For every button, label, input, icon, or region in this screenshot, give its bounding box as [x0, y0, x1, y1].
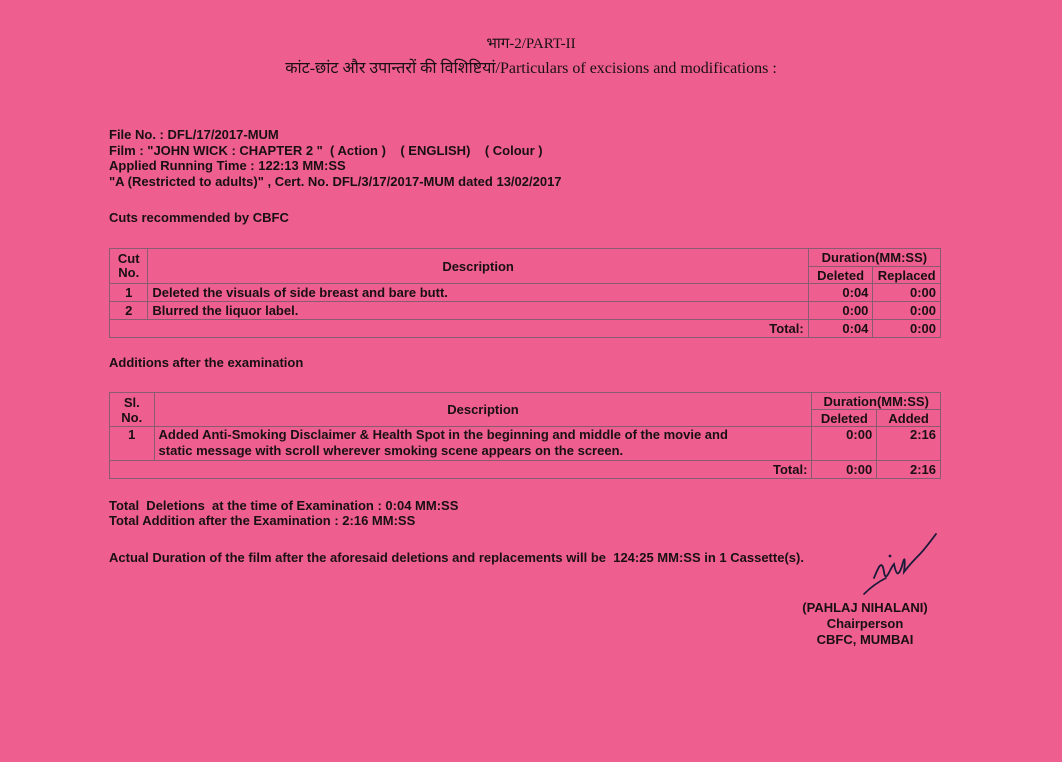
- signature-icon: [860, 528, 940, 600]
- additions-col-sl-no: Sl. No.: [110, 393, 155, 427]
- cuts-total-row: [110, 320, 941, 338]
- additions-table: [109, 392, 941, 479]
- film-title: Film : "JOHN WICK : CHAPTER 2 " ( Action ) ( ENGLISH) ( Colour ): [109, 142, 543, 158]
- cuts-col-description: Description: [148, 249, 808, 284]
- table-row: 1 Deleted the visuals of side breast and bare butt. 0:04 0:00: [110, 284, 941, 302]
- signatory-office: CBFC, MUMBAI: [816, 632, 914, 647]
- cuts-col-cut-no: Cut No.: [110, 249, 148, 284]
- addition-desc-line2: static message with scroll wherever smoking scene appears on the screen.: [158, 443, 624, 458]
- part-heading: भाग-2/PART-II: [486, 36, 576, 52]
- additions-total-deleted: 0:00: [812, 461, 877, 479]
- cuts-col-duration: Duration(MM:SS): [808, 249, 940, 267]
- film-metadata: [109, 127, 562, 189]
- cuts-total-replaced: 0:00: [873, 320, 941, 338]
- additions-total-label: Total:: [110, 461, 812, 479]
- signatory-title: Chairperson: [826, 616, 904, 631]
- document-subtitle: कांट-छांट और उपान्तरों की विशिष्टियां/Particulars of excisions and modifications :: [285, 60, 777, 77]
- cuts-total-deleted: 0:04: [808, 320, 873, 338]
- cuts-col-replaced: Replaced: [873, 267, 941, 284]
- additions-col-added: Added: [877, 410, 941, 427]
- actual-duration: Actual Duration of the film after the aforesaid deletions and replacements will be 124:25 MM:SS in 1 Cassette(s).: [109, 550, 804, 565]
- cuts-table: [109, 248, 941, 338]
- cuts-heading: Cuts recommended by CBFC: [109, 210, 289, 225]
- running-time: Applied Running Time : 122:13 MM:SS: [109, 158, 346, 173]
- additions-heading: Additions after the examination: [109, 355, 304, 370]
- cuts-total-label: Total:: [110, 320, 809, 338]
- addition-desc-line1: Added Anti-Smoking Disclaimer & Health Spot in the beginning and middle of the movie and: [158, 427, 728, 442]
- summary-block: [109, 498, 458, 528]
- additions-total-added: 2:16: [877, 461, 941, 479]
- signatory-name: (PAHLAJ NIHALANI): [802, 600, 928, 615]
- signatory-block: [790, 600, 940, 648]
- total-deletions: Total Deletions at the time of Examination : 0:04 MM:SS: [109, 498, 459, 513]
- table-row: 2 Blurred the liquor label. 0:00 0:00: [110, 302, 941, 320]
- total-addition: Total Addition after the Examination : 2:16 MM:SS: [109, 513, 416, 528]
- cuts-col-deleted: Deleted: [808, 267, 873, 284]
- file-number: File No. : DFL/17/2017-MUM: [109, 127, 279, 142]
- additions-col-description: Description: [154, 393, 812, 427]
- certificate-number: "A (Restricted to adults)" , Cert. No. DFL/3/17/2017-MUM dated 13/02/2017: [109, 173, 562, 189]
- table-row: 1 Added Anti-Smoking Disclaimer & Health Spot in the beginning and middle of the movie and static message with scroll wherever smoking scene appears on the screen. 0:00 2:16: [110, 427, 941, 461]
- additions-total-row: [110, 461, 941, 479]
- additions-col-deleted: Deleted: [812, 410, 877, 427]
- additions-col-duration: Duration(MM:SS): [812, 393, 941, 410]
